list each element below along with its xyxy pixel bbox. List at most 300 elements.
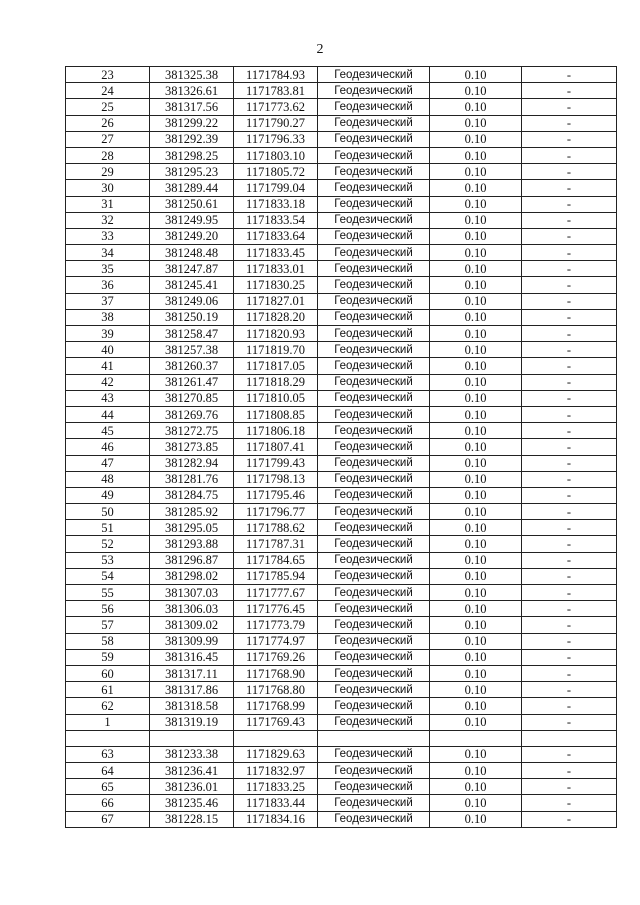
table-row — [66, 406, 617, 422]
point-number-cell: 45 — [66, 423, 150, 439]
accuracy-cell: 0.10 — [430, 358, 522, 374]
method-cell: Геодезический — [318, 277, 430, 293]
table-row — [66, 455, 617, 471]
accuracy-cell: 0.10 — [430, 164, 522, 180]
table-row — [66, 390, 617, 406]
note-cell: - — [522, 617, 617, 633]
accuracy-cell: 0.10 — [430, 779, 522, 795]
note-cell: - — [522, 390, 617, 406]
y-coordinate-cell: 1171784.93 — [234, 67, 318, 83]
method-cell: Геодезический — [318, 552, 430, 568]
x-coordinate-cell: 381235.46 — [150, 795, 234, 811]
note-cell: - — [522, 83, 617, 99]
y-coordinate-cell: 1171787.31 — [234, 536, 318, 552]
y-coordinate-cell: 1171769.26 — [234, 649, 318, 665]
note-cell: - — [522, 779, 617, 795]
coordinates-table — [65, 66, 617, 828]
y-coordinate-cell: 1171796.77 — [234, 504, 318, 520]
note-cell: - — [522, 536, 617, 552]
point-number-cell: 48 — [66, 471, 150, 487]
note-cell: - — [522, 293, 617, 309]
page-number: 2 — [316, 42, 324, 57]
point-number-cell: 47 — [66, 455, 150, 471]
point-number-cell: 30 — [66, 180, 150, 196]
table-row — [66, 439, 617, 455]
method-cell: Геодезический — [318, 536, 430, 552]
note-cell: - — [522, 455, 617, 471]
point-number-cell: 52 — [66, 536, 150, 552]
table-row — [66, 423, 617, 439]
point-number-cell: 39 — [66, 326, 150, 342]
method-cell: Геодезический — [318, 326, 430, 342]
y-coordinate-cell: 1171830.25 — [234, 277, 318, 293]
point-number-cell: 56 — [66, 601, 150, 617]
y-coordinate-cell: 1171833.01 — [234, 261, 318, 277]
table-row — [66, 147, 617, 163]
table-row — [66, 67, 617, 83]
table-row — [66, 730, 617, 746]
x-coordinate-cell: 381236.01 — [150, 779, 234, 795]
y-coordinate-cell: 1171808.85 — [234, 406, 318, 422]
note-cell: - — [522, 601, 617, 617]
y-coordinate-cell: 1171806.18 — [234, 423, 318, 439]
accuracy-cell: 0.10 — [430, 552, 522, 568]
y-coordinate-cell: 1171827.01 — [234, 293, 318, 309]
table-row — [66, 552, 617, 568]
accuracy-cell: 0.10 — [430, 342, 522, 358]
method-cell: Геодезический — [318, 617, 430, 633]
table-row — [66, 536, 617, 552]
y-coordinate-cell: 1171773.62 — [234, 99, 318, 115]
x-coordinate-cell: 381317.86 — [150, 682, 234, 698]
accuracy-cell: 0.10 — [430, 714, 522, 730]
y-coordinate-cell: 1171833.45 — [234, 245, 318, 261]
y-coordinate-cell: 1171828.20 — [234, 309, 318, 325]
point-number-cell: 26 — [66, 115, 150, 131]
x-coordinate-cell: 381249.95 — [150, 212, 234, 228]
note-cell: - — [522, 746, 617, 762]
point-number-cell: 40 — [66, 342, 150, 358]
method-cell: Геодезический — [318, 293, 430, 309]
point-number-cell: 44 — [66, 406, 150, 422]
x-coordinate-cell: 381249.06 — [150, 293, 234, 309]
y-coordinate-cell: 1171833.25 — [234, 779, 318, 795]
x-coordinate-cell: 381250.19 — [150, 309, 234, 325]
x-coordinate-cell: 381282.94 — [150, 455, 234, 471]
note-cell — [522, 730, 617, 746]
note-cell: - — [522, 649, 617, 665]
point-number-cell: 41 — [66, 358, 150, 374]
accuracy-cell: 0.10 — [430, 277, 522, 293]
point-number-cell: 61 — [66, 682, 150, 698]
table-row — [66, 504, 617, 520]
x-coordinate-cell: 381316.45 — [150, 649, 234, 665]
table-row — [66, 617, 617, 633]
table-row — [66, 811, 617, 827]
method-cell: Геодезический — [318, 520, 430, 536]
y-coordinate-cell: 1171818.29 — [234, 374, 318, 390]
accuracy-cell: 0.10 — [430, 212, 522, 228]
point-number-cell: 50 — [66, 504, 150, 520]
note-cell: - — [522, 228, 617, 244]
point-number-cell: 1 — [66, 714, 150, 730]
x-coordinate-cell: 381236.41 — [150, 763, 234, 779]
note-cell: - — [522, 212, 617, 228]
y-coordinate-cell: 1171820.93 — [234, 326, 318, 342]
note-cell: - — [522, 261, 617, 277]
accuracy-cell: 0.10 — [430, 617, 522, 633]
table-row — [66, 99, 617, 115]
accuracy-cell: 0.10 — [430, 439, 522, 455]
x-coordinate-cell: 381245.41 — [150, 277, 234, 293]
note-cell: - — [522, 585, 617, 601]
x-coordinate-cell: 381258.47 — [150, 326, 234, 342]
point-number-cell: 49 — [66, 487, 150, 503]
table-row — [66, 714, 617, 730]
accuracy-cell: 0.10 — [430, 487, 522, 503]
x-coordinate-cell: 381307.03 — [150, 585, 234, 601]
x-coordinate-cell: 381228.15 — [150, 811, 234, 827]
note-cell: - — [522, 196, 617, 212]
x-coordinate-cell: 381257.38 — [150, 342, 234, 358]
method-cell: Геодезический — [318, 568, 430, 584]
point-number-cell: 67 — [66, 811, 150, 827]
y-coordinate-cell: 1171817.05 — [234, 358, 318, 374]
y-coordinate-cell: 1171832.97 — [234, 763, 318, 779]
accuracy-cell: 0.10 — [430, 180, 522, 196]
accuracy-cell: 0.10 — [430, 568, 522, 584]
y-coordinate-cell: 1171833.64 — [234, 228, 318, 244]
x-coordinate-cell: 381317.11 — [150, 665, 234, 681]
method-cell: Геодезический — [318, 261, 430, 277]
method-cell: Геодезический — [318, 131, 430, 147]
note-cell: - — [522, 423, 617, 439]
table-row — [66, 633, 617, 649]
note-cell: - — [522, 147, 617, 163]
accuracy-cell: 0.10 — [430, 406, 522, 422]
note-cell: - — [522, 504, 617, 520]
table-row — [66, 261, 617, 277]
method-cell: Геодезический — [318, 83, 430, 99]
method-cell: Геодезический — [318, 342, 430, 358]
point-number-cell: 66 — [66, 795, 150, 811]
x-coordinate-cell: 381317.56 — [150, 99, 234, 115]
point-number-cell: 34 — [66, 245, 150, 261]
y-coordinate-cell: 1171773.79 — [234, 617, 318, 633]
note-cell: - — [522, 115, 617, 131]
note-cell: - — [522, 406, 617, 422]
method-cell: Геодезический — [318, 212, 430, 228]
x-coordinate-cell: 381284.75 — [150, 487, 234, 503]
point-number-cell: 31 — [66, 196, 150, 212]
x-coordinate-cell: 381249.20 — [150, 228, 234, 244]
method-cell: Геодезический — [318, 585, 430, 601]
note-cell: - — [522, 763, 617, 779]
x-coordinate-cell: 381295.05 — [150, 520, 234, 536]
x-coordinate-cell: 381269.76 — [150, 406, 234, 422]
note-cell: - — [522, 698, 617, 714]
x-coordinate-cell: 381298.02 — [150, 568, 234, 584]
y-coordinate-cell: 1171795.46 — [234, 487, 318, 503]
x-coordinate-cell: 381289.44 — [150, 180, 234, 196]
note-cell: - — [522, 309, 617, 325]
accuracy-cell: 0.10 — [430, 471, 522, 487]
accuracy-cell: 0.10 — [430, 698, 522, 714]
note-cell: - — [522, 131, 617, 147]
table-row — [66, 228, 617, 244]
point-number-cell: 25 — [66, 99, 150, 115]
note-cell: - — [522, 471, 617, 487]
accuracy-cell: 0.10 — [430, 520, 522, 536]
method-cell: Геодезический — [318, 439, 430, 455]
note-cell: - — [522, 277, 617, 293]
x-coordinate-cell: 381260.37 — [150, 358, 234, 374]
note-cell: - — [522, 811, 617, 827]
y-coordinate-cell: 1171790.27 — [234, 115, 318, 131]
method-cell: Геодезический — [318, 811, 430, 827]
accuracy-cell: 0.10 — [430, 682, 522, 698]
accuracy-cell: 0.10 — [430, 67, 522, 83]
point-number-cell: 60 — [66, 665, 150, 681]
point-number-cell: 64 — [66, 763, 150, 779]
table-row — [66, 682, 617, 698]
method-cell: Геодезический — [318, 115, 430, 131]
table-row — [66, 277, 617, 293]
y-coordinate-cell — [234, 730, 318, 746]
method-cell: Геодезический — [318, 180, 430, 196]
accuracy-cell: 0.10 — [430, 455, 522, 471]
method-cell: Геодезический — [318, 682, 430, 698]
y-coordinate-cell: 1171833.44 — [234, 795, 318, 811]
point-number-cell: 24 — [66, 83, 150, 99]
coordinates-table-body — [66, 67, 617, 828]
accuracy-cell: 0.10 — [430, 131, 522, 147]
y-coordinate-cell: 1171768.80 — [234, 682, 318, 698]
method-cell: Геодезический — [318, 487, 430, 503]
method-cell: Геодезический — [318, 665, 430, 681]
note-cell: - — [522, 99, 617, 115]
accuracy-cell: 0.10 — [430, 746, 522, 762]
y-coordinate-cell: 1171768.90 — [234, 665, 318, 681]
y-coordinate-cell: 1171785.94 — [234, 568, 318, 584]
point-number-cell: 46 — [66, 439, 150, 455]
point-number-cell: 65 — [66, 779, 150, 795]
method-cell: Геодезический — [318, 374, 430, 390]
table-row — [66, 795, 617, 811]
accuracy-cell: 0.10 — [430, 261, 522, 277]
table-row — [66, 245, 617, 261]
note-cell: - — [522, 665, 617, 681]
y-coordinate-cell: 1171788.62 — [234, 520, 318, 536]
accuracy-cell: 0.10 — [430, 196, 522, 212]
table-row — [66, 649, 617, 665]
table-row — [66, 568, 617, 584]
method-cell: Геодезический — [318, 633, 430, 649]
method-cell: Геодезический — [318, 649, 430, 665]
accuracy-cell: 0.10 — [430, 601, 522, 617]
method-cell: Геодезический — [318, 714, 430, 730]
note-cell: - — [522, 374, 617, 390]
point-number-cell — [66, 730, 150, 746]
table-row — [66, 309, 617, 325]
note-cell: - — [522, 164, 617, 180]
method-cell: Геодезический — [318, 358, 430, 374]
x-coordinate-cell: 381247.87 — [150, 261, 234, 277]
accuracy-cell: 0.10 — [430, 665, 522, 681]
y-coordinate-cell: 1171777.67 — [234, 585, 318, 601]
x-coordinate-cell: 381250.61 — [150, 196, 234, 212]
note-cell: - — [522, 439, 617, 455]
method-cell: Геодезический — [318, 228, 430, 244]
y-coordinate-cell: 1171796.33 — [234, 131, 318, 147]
point-number-cell: 32 — [66, 212, 150, 228]
method-cell: Геодезический — [318, 471, 430, 487]
point-number-cell: 57 — [66, 617, 150, 633]
point-number-cell: 36 — [66, 277, 150, 293]
note-cell: - — [522, 714, 617, 730]
note-cell: - — [522, 520, 617, 536]
y-coordinate-cell: 1171799.04 — [234, 180, 318, 196]
table-row — [66, 115, 617, 131]
table-row — [66, 131, 617, 147]
accuracy-cell: 0.10 — [430, 390, 522, 406]
method-cell: Геодезический — [318, 601, 430, 617]
table-row — [66, 779, 617, 795]
point-number-cell: 29 — [66, 164, 150, 180]
x-coordinate-cell: 381309.02 — [150, 617, 234, 633]
table-row — [66, 180, 617, 196]
y-coordinate-cell: 1171807.41 — [234, 439, 318, 455]
note-cell: - — [522, 682, 617, 698]
table-row — [66, 665, 617, 681]
x-coordinate-cell: 381296.87 — [150, 552, 234, 568]
x-coordinate-cell: 381272.75 — [150, 423, 234, 439]
method-cell: Геодезический — [318, 698, 430, 714]
y-coordinate-cell: 1171768.99 — [234, 698, 318, 714]
method-cell: Геодезический — [318, 423, 430, 439]
accuracy-cell: 0.10 — [430, 99, 522, 115]
table-row — [66, 83, 617, 99]
note-cell: - — [522, 568, 617, 584]
note-cell: - — [522, 180, 617, 196]
accuracy-cell: 0.10 — [430, 423, 522, 439]
method-cell: Геодезический — [318, 763, 430, 779]
accuracy-cell: 0.10 — [430, 649, 522, 665]
method-cell: Геодезический — [318, 67, 430, 83]
y-coordinate-cell: 1171783.81 — [234, 83, 318, 99]
y-coordinate-cell: 1171784.65 — [234, 552, 318, 568]
x-coordinate-cell: 381285.92 — [150, 504, 234, 520]
y-coordinate-cell: 1171834.16 — [234, 811, 318, 827]
y-coordinate-cell: 1171805.72 — [234, 164, 318, 180]
note-cell: - — [522, 67, 617, 83]
accuracy-cell: 0.10 — [430, 309, 522, 325]
table-row — [66, 601, 617, 617]
x-coordinate-cell: 381295.23 — [150, 164, 234, 180]
x-coordinate-cell: 381248.48 — [150, 245, 234, 261]
point-number-cell: 62 — [66, 698, 150, 714]
method-cell: Геодезический — [318, 309, 430, 325]
point-number-cell: 43 — [66, 390, 150, 406]
point-number-cell: 55 — [66, 585, 150, 601]
method-cell: Геодезический — [318, 455, 430, 471]
table-row — [66, 763, 617, 779]
x-coordinate-cell: 381261.47 — [150, 374, 234, 390]
table-row — [66, 471, 617, 487]
table-row — [66, 520, 617, 536]
x-coordinate-cell: 381309.99 — [150, 633, 234, 649]
accuracy-cell: 0.10 — [430, 115, 522, 131]
y-coordinate-cell: 1171769.43 — [234, 714, 318, 730]
method-cell: Геодезический — [318, 406, 430, 422]
table-row — [66, 326, 617, 342]
table-row — [66, 293, 617, 309]
y-coordinate-cell: 1171799.43 — [234, 455, 318, 471]
y-coordinate-cell: 1171829.63 — [234, 746, 318, 762]
accuracy-cell: 0.10 — [430, 633, 522, 649]
note-cell: - — [522, 633, 617, 649]
x-coordinate-cell: 381270.85 — [150, 390, 234, 406]
note-cell: - — [522, 245, 617, 261]
table-row — [66, 164, 617, 180]
note-cell: - — [522, 342, 617, 358]
method-cell: Геодезический — [318, 164, 430, 180]
point-number-cell: 35 — [66, 261, 150, 277]
y-coordinate-cell: 1171798.13 — [234, 471, 318, 487]
accuracy-cell: 0.10 — [430, 763, 522, 779]
table-row — [66, 342, 617, 358]
method-cell: Геодезический — [318, 147, 430, 163]
point-number-cell: 53 — [66, 552, 150, 568]
x-coordinate-cell: 381281.76 — [150, 471, 234, 487]
note-cell: - — [522, 487, 617, 503]
point-number-cell: 63 — [66, 746, 150, 762]
accuracy-cell: 0.10 — [430, 293, 522, 309]
point-number-cell: 54 — [66, 568, 150, 584]
table-row — [66, 212, 617, 228]
x-coordinate-cell: 381233.38 — [150, 746, 234, 762]
point-number-cell: 59 — [66, 649, 150, 665]
accuracy-cell — [430, 730, 522, 746]
point-number-cell: 33 — [66, 228, 150, 244]
x-coordinate-cell: 381273.85 — [150, 439, 234, 455]
method-cell: Геодезический — [318, 245, 430, 261]
method-cell: Геодезический — [318, 390, 430, 406]
note-cell: - — [522, 358, 617, 374]
accuracy-cell: 0.10 — [430, 585, 522, 601]
point-number-cell: 58 — [66, 633, 150, 649]
point-number-cell: 23 — [66, 67, 150, 83]
accuracy-cell: 0.10 — [430, 245, 522, 261]
point-number-cell: 27 — [66, 131, 150, 147]
accuracy-cell: 0.10 — [430, 795, 522, 811]
accuracy-cell: 0.10 — [430, 811, 522, 827]
x-coordinate-cell: 381306.03 — [150, 601, 234, 617]
accuracy-cell: 0.10 — [430, 504, 522, 520]
point-number-cell: 51 — [66, 520, 150, 536]
point-number-cell: 37 — [66, 293, 150, 309]
point-number-cell: 42 — [66, 374, 150, 390]
x-coordinate-cell — [150, 730, 234, 746]
x-coordinate-cell: 381292.39 — [150, 131, 234, 147]
accuracy-cell: 0.10 — [430, 326, 522, 342]
x-coordinate-cell: 381298.25 — [150, 147, 234, 163]
method-cell: Геодезический — [318, 746, 430, 762]
table-row — [66, 487, 617, 503]
note-cell: - — [522, 552, 617, 568]
accuracy-cell: 0.10 — [430, 536, 522, 552]
x-coordinate-cell: 381325.38 — [150, 67, 234, 83]
